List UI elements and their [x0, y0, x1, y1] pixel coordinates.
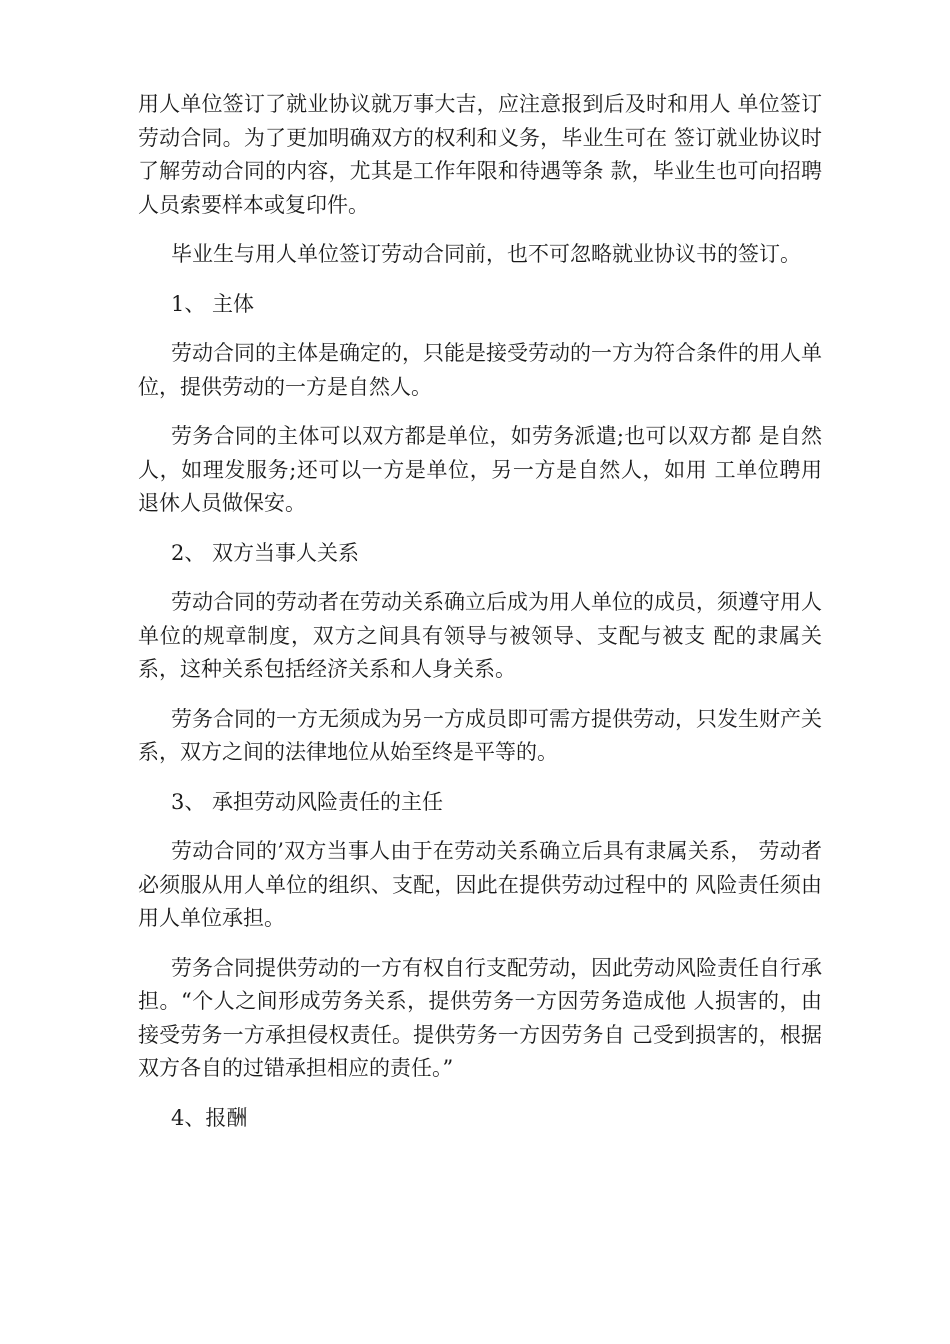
paragraph: 劳动合同的主体是确定的，只能是接受劳动的一方为符合条件的用人单位，提供劳动的一方是自然人。 — [138, 341, 822, 399]
paragraph: 劳动合同的’双方当事人由于在劳动关系确立后具有隶属关系， 劳动者必须服从用人单位的组织、支配，因此在提供劳动过程中的 风险责任须由用人单位承担。 — [138, 839, 822, 930]
section-heading: 2、 双方当事人关系 — [171, 540, 360, 565]
section-heading: 3、 承担劳动风险责任的主任 — [171, 789, 444, 814]
section-heading: 4、报酬 — [171, 1105, 248, 1130]
paragraph: 劳务合同的一方无须成为另一方成员即可需方提供劳动，只发生财产关系，双方之间的法律地位从始至终是平等的。 — [138, 706, 822, 764]
paragraph: 用人单位签订了就业协议就万事大吉，应注意报到后及时和用人 单位签订劳动合同。为了更加明确双方的权利和义务，毕业生可在 签订就业协议时了解劳动合同的内容，尤其是工作年限和待遇等条 款，毕业生也可向招聘人员索要样本或复印件。 — [138, 92, 822, 217]
paragraph: 劳动合同的劳动者在劳动关系确立后成为用人单位的成员，须遵守用人单位的规章制度，双方之间具有领导与被领导、支配与被支 配的隶属关系，这种关系包括经济关系和人身关系。 — [138, 590, 822, 681]
document-page — [138, 88, 822, 1151]
section-heading: 1、 主体 — [171, 291, 255, 316]
paragraph: 劳务合同的主体可以双方都是单位，如劳务派遣;也可以双方都 是自然人，如理发服务;还可以一方是单位，另一方是自然人，如用 工单位聘用退休人员做保安。 — [138, 424, 822, 515]
paragraph: 劳务合同提供劳动的一方有权自行支配劳动，因此劳动风险责任自行承担。“个人之间形成劳务关系，提供劳务一方因劳务造成他 人损害的，由接受劳务一方承担侵权责任。提供劳务一方因劳务自 己受到损害的，根据双方各自的过错承担相应的责任。” — [138, 955, 822, 1080]
paragraph: 毕业生与用人单位签订劳动合同前，也不可忽略就业协议书的签订。 — [171, 242, 801, 266]
